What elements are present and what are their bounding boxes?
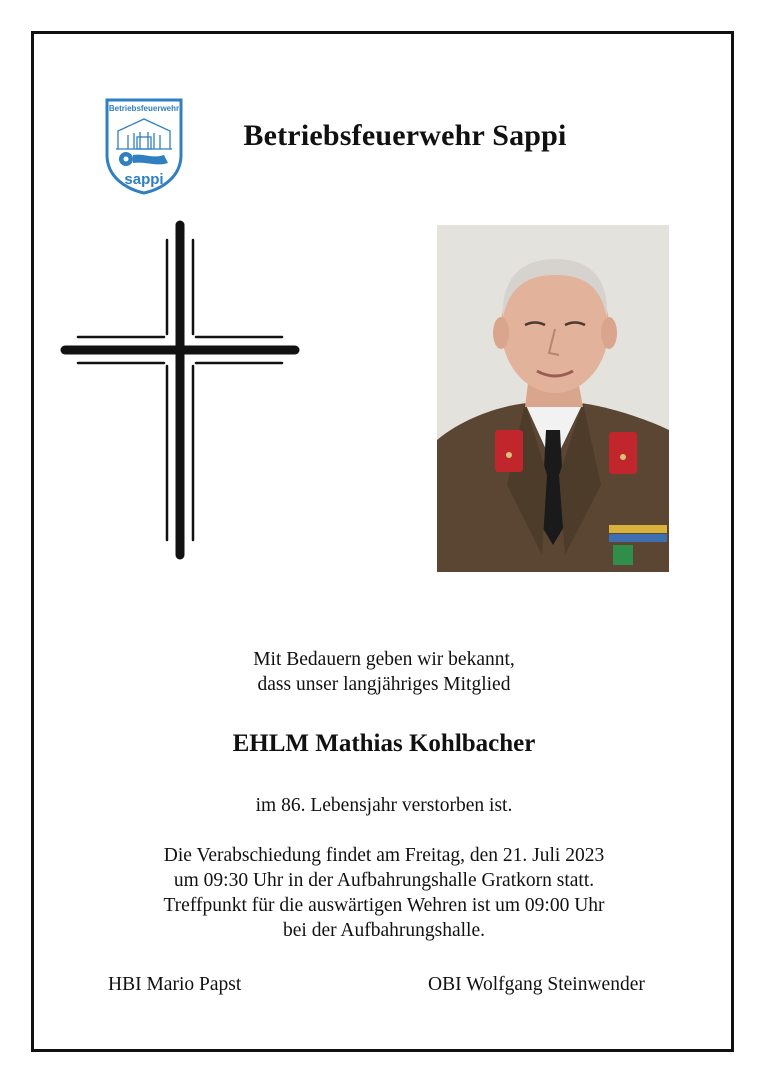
svg-text:sappi: sappi bbox=[124, 171, 164, 188]
portrait-photo bbox=[437, 225, 669, 572]
age-line: im 86. Lebensjahr verstorben ist. bbox=[255, 795, 513, 816]
details-line: bei der Aufbahrungshalle. bbox=[283, 920, 485, 941]
cross-icon bbox=[60, 220, 300, 560]
signature-left: HBI Mario Papst bbox=[108, 974, 242, 995]
signature-right: OBI Wolfgang Steinwender bbox=[428, 974, 645, 995]
intro-line: dass unser langjähriges Mitglied bbox=[257, 674, 511, 695]
intro-text bbox=[0, 647, 768, 697]
details-line: Die Verabschiedung findet am Freitag, den 21. Juli 2023 bbox=[163, 845, 605, 866]
funeral-details bbox=[0, 843, 768, 943]
deceased-name: EHLM Mathias Kohlbacher bbox=[232, 730, 536, 757]
details-line: um 09:30 Uhr in der Aufbahrungshalle Gratkorn statt. bbox=[173, 870, 595, 891]
details-line: Treffpunkt für die auswärtigen Wehren ist um 09:00 Uhr bbox=[163, 895, 605, 916]
svg-text:Betriebsfeuerwehr: Betriebsfeuerwehr bbox=[108, 104, 180, 113]
organization-title: Betriebsfeuerwehr Sappi bbox=[243, 119, 567, 152]
intro-line: Mit Bedauern geben wir bekannt, bbox=[253, 649, 515, 670]
fire-brigade-logo bbox=[104, 97, 184, 195]
